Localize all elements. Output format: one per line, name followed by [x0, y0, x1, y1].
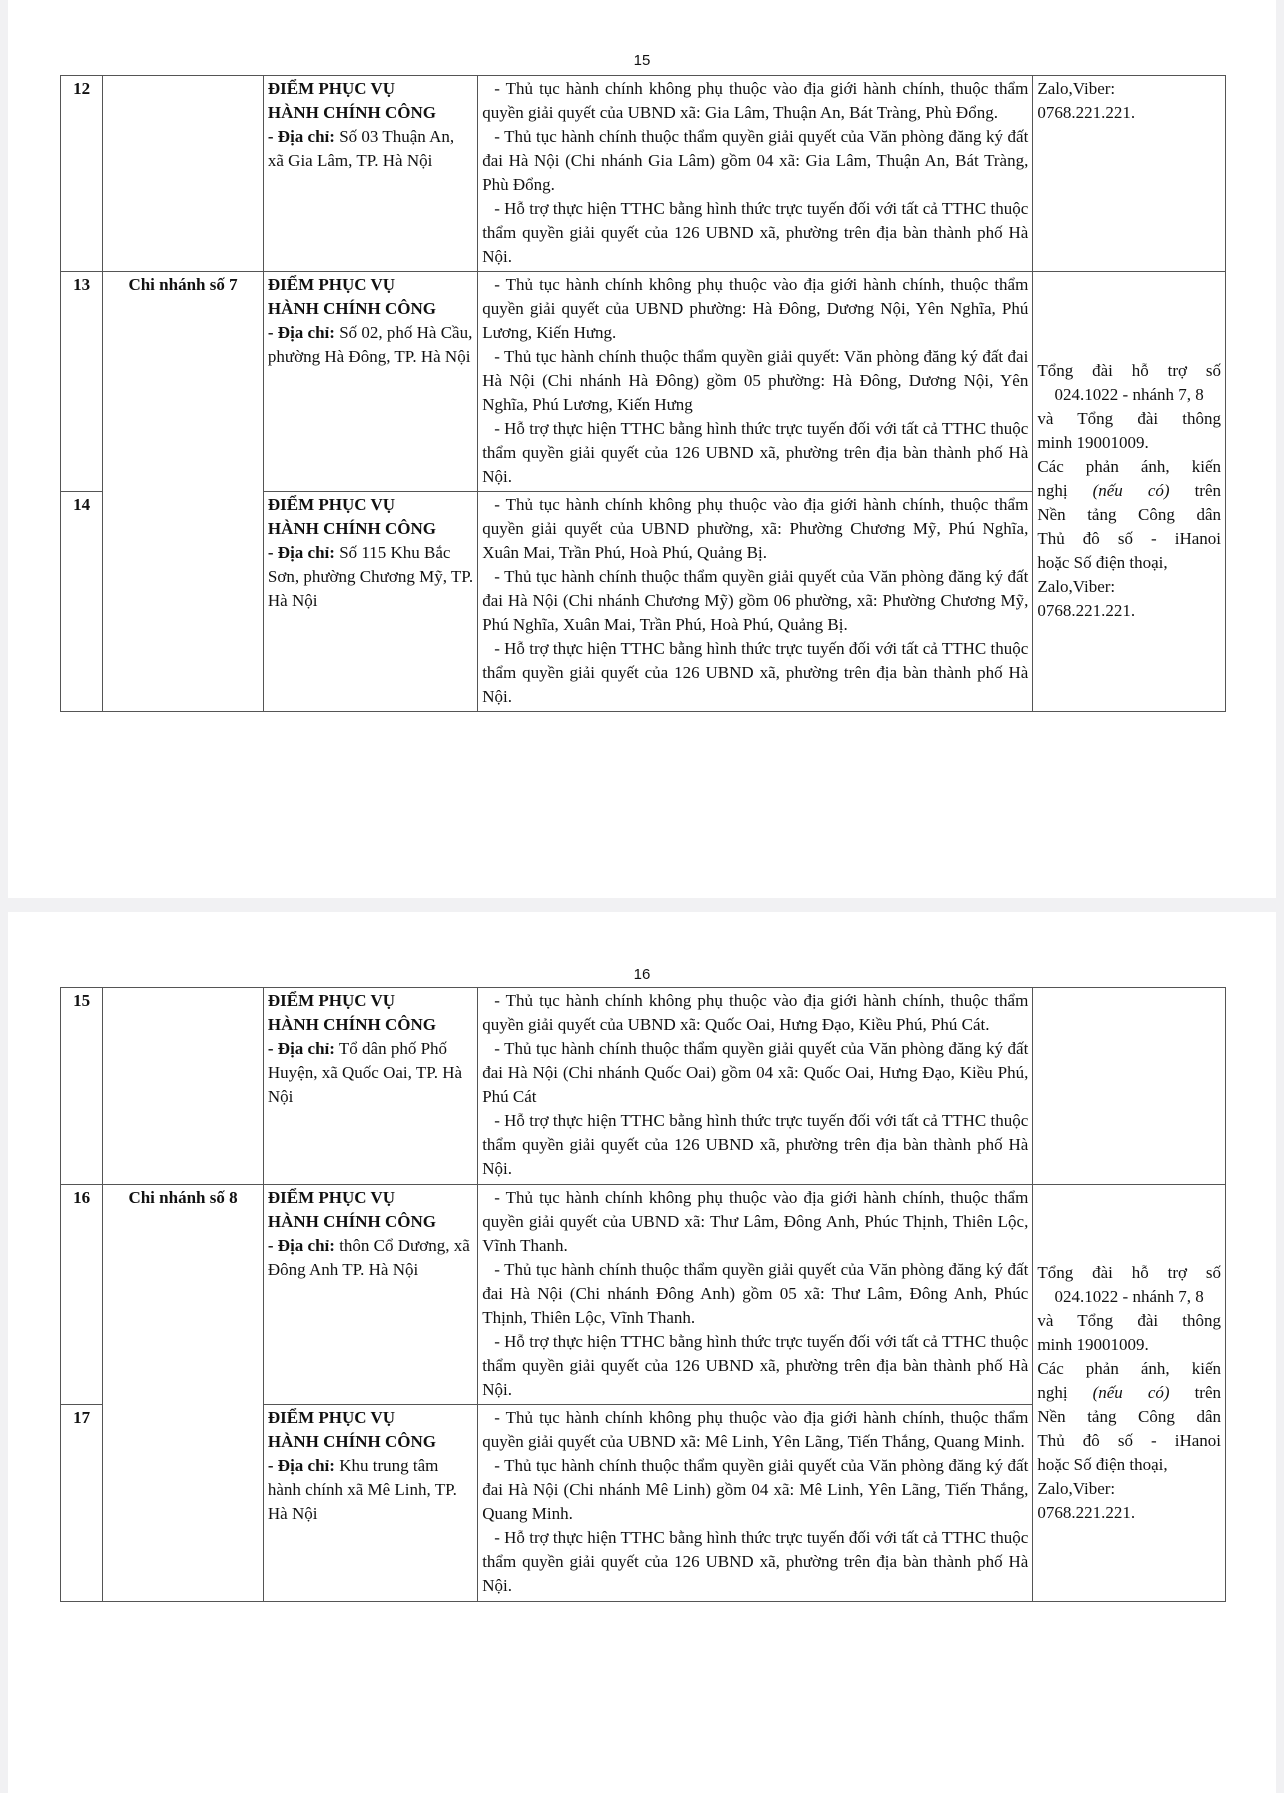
description-paragraph: - Thủ tục hành chính không phụ thuộc vào địa giới hành chính, thuộc thẩm quyền giải quyết của UBND xã: Thư Lâm, Đông Anh, Phúc Thịnh, Thiên Lộc, Vĩnh Thanh. [482, 1188, 1029, 1255]
contact-line: minh 19001009. [1037, 433, 1149, 452]
address-label: - Địa chỉ: [267, 323, 335, 342]
address-text: Tổ dân phố Phố Huyện, xã Quốc Oai, TP. Hà Nội [267, 1039, 463, 1106]
description-paragraph: - Hỗ trợ thực hiện TTHC bằng hình thức trực tuyến đối với tất cả TTHC thuộc thẩm quyền giải quyết của 126 UBND xã, phường trên địa bàn thành phố Hà Nội. [482, 1111, 1029, 1178]
table-row [61, 1185, 1226, 1405]
contact-word: trên [1194, 481, 1222, 500]
branch-cell [103, 76, 264, 272]
description-paragraph: - Hỗ trợ thực hiện TTHC bằng hình thức trực tuyến đối với tất cả TTHC thuộc thẩm quyền giải quyết của 126 UBND xã, phường trên địa bàn thành phố Hà Nội. [482, 419, 1029, 486]
table-row [61, 272, 1226, 492]
contact-line: hoặc Số điện thoại, [1037, 1454, 1168, 1474]
procedure-description [478, 1405, 1033, 1602]
contact-word: nghị [1037, 481, 1068, 500]
description-paragraph: - Thủ tục hành chính không phụ thuộc vào địa giới hành chính, thuộc thẩm quyền giải quyết của UBND phường, xã: Phường Chương Mỹ, Phú Nghĩa, Xuân Mai, Trần Phú, Hoà Phú, Quảng Bị. [482, 495, 1029, 562]
address-label: - Địa chỉ: [267, 127, 335, 146]
place-title: ĐIỂM PHỤC VỤ [267, 275, 396, 294]
service-point-cell [263, 272, 477, 492]
contact-word: trên [1194, 1382, 1222, 1402]
procedure-description [478, 76, 1033, 272]
description-paragraph: - Thủ tục hành chính thuộc thẩm quyền giải quyết của Văn phòng đăng ký đất đai Hà Nội (Chi nhánh Đông Anh) gồm 05 xã: Thư Lâm, Đông Anh, Phúc Thịnh, Thiên Lộc, Vĩnh Thanh. [482, 1260, 1029, 1327]
row-number: 14 [61, 492, 103, 712]
place-title: HÀNH CHÍNH CÔNG [267, 1432, 437, 1451]
contact-cell [1033, 1185, 1226, 1602]
description-paragraph: - Thủ tục hành chính thuộc thẩm quyền giải quyết của Văn phòng đăng ký đất đai Hà Nội (Chi nhánh Quốc Oai) gồm 04 xã: Quốc Oai, Hưng Đạo, Kiều Phú, Phú Cát [482, 1039, 1029, 1106]
contact-line: 024.1022 - nhánh 7, 8 [1054, 385, 1204, 404]
contact-line: và Tổng đài thông [1037, 409, 1221, 428]
service-point-cell [263, 1185, 477, 1405]
contact-line: 0768.221.221. [1037, 103, 1136, 122]
procedure-description [478, 492, 1033, 712]
place-title: ĐIỂM PHỤC VỤ [267, 1188, 396, 1207]
service-point-cell [263, 492, 477, 712]
service-point-cell [263, 76, 477, 272]
description-paragraph: - Thủ tục hành chính thuộc thẩm quyền giải quyết: Văn phòng đăng ký đất đai Hà Nội (Chi nhánh Hà Đông) gồm 05 phường: Hà Đông, Dương Nội, Yên Nghĩa, Phú Lương, Kiến Hưng [482, 347, 1029, 414]
contact-line: Các phản ánh, kiến [1037, 1358, 1221, 1378]
address-label: - Địa chỉ: [267, 1039, 335, 1058]
description-paragraph: - Thủ tục hành chính không phụ thuộc vào địa giới hành chính, thuộc thẩm quyền giải quyết của UBND phường: Hà Đông, Dương Nội, Yên Nghĩa, Phú Lương, Kiến Hưng. [482, 275, 1029, 342]
place-title: ĐIỂM PHỤC VỤ [267, 991, 396, 1010]
contact-line: 0768.221.221. [1037, 1502, 1136, 1522]
place-title: HÀNH CHÍNH CÔNG [267, 103, 437, 122]
contact-line [1037, 1381, 1221, 1405]
procedure-description [478, 1185, 1033, 1405]
row-number: 16 [61, 1185, 103, 1405]
address-text: thôn Cổ Dương, xã Đông Anh TP. Hà Nội [267, 1236, 470, 1279]
contact-word: (nếu có) [1092, 1382, 1170, 1402]
address-text: Số 03 Thuận An, xã Gia Lâm, TP. Hà Nội [267, 127, 455, 170]
address-text: Số 115 Khu Bắc Sơn, phường Chương Mỹ, TP. Hà Nội [267, 543, 474, 610]
address-label: - Địa chỉ: [267, 543, 335, 562]
branch-cell: Chi nhánh số 8 [103, 1185, 264, 1602]
contact-line: Zalo,Viber: [1037, 79, 1116, 98]
place-title: ĐIỂM PHỤC VỤ [267, 495, 396, 514]
description-paragraph: - Thủ tục hành chính không phụ thuộc vào địa giới hành chính, thuộc thẩm quyền giải quyết của UBND xã: Mê Linh, Yên Lãng, Tiến Thắng, Quang Minh. [482, 1408, 1029, 1451]
place-title: HÀNH CHÍNH CÔNG [267, 1212, 437, 1231]
description-paragraph: - Thủ tục hành chính thuộc thẩm quyền giải quyết của Văn phòng đăng ký đất đai Hà Nội (Chi nhánh Mê Linh) gồm 04 xã: Mê Linh, Yên Lãng, Tiến Thắng, Quang Minh. [482, 1456, 1029, 1523]
contact-cell [1033, 988, 1226, 1185]
contact-line: Tổng đài hỗ trợ số [1037, 361, 1221, 380]
address-label: - Địa chỉ: [267, 1236, 335, 1255]
contact-line: Nền tảng Công dân [1037, 505, 1221, 524]
procedure-description [478, 272, 1033, 492]
address-label: - Địa chỉ: [267, 1456, 335, 1475]
branch-cell: Chi nhánh số 7 [103, 272, 264, 712]
row-number: 17 [61, 1405, 103, 1602]
row-number: 12 [61, 76, 103, 272]
contact-line [1037, 479, 1221, 503]
description-paragraph: - Thủ tục hành chính thuộc thẩm quyền giải quyết của Văn phòng đăng ký đất đai Hà Nội (Chi nhánh Gia Lâm) gồm 04 xã: Gia Lâm, Thuận An, Bát Tràng, Phù Đổng. [482, 127, 1029, 194]
place-title: HÀNH CHÍNH CÔNG [267, 519, 437, 538]
document-page-16 [8, 912, 1276, 1793]
contact-cell [1033, 272, 1226, 712]
row-number: 13 [61, 272, 103, 492]
table-row [61, 76, 1226, 272]
service-point-cell [263, 988, 477, 1185]
contact-line: Thủ đô số - iHanoi [1037, 1430, 1221, 1450]
service-points-table [60, 75, 1226, 712]
procedure-description [478, 988, 1033, 1185]
contact-line: minh 19001009. [1037, 1334, 1149, 1354]
contact-cell [1033, 76, 1226, 272]
description-paragraph: - Hỗ trợ thực hiện TTHC bằng hình thức trực tuyến đối với tất cả TTHC thuộc thẩm quyền giải quyết của 126 UBND xã, phường trên địa bàn thành phố Hà Nội. [482, 1332, 1029, 1399]
place-title: ĐIỂM PHỤC VỤ [267, 79, 396, 98]
page-number: 16 [633, 966, 651, 983]
place-title: HÀNH CHÍNH CÔNG [267, 1015, 437, 1034]
contact-line: Các phản ánh, kiến [1037, 457, 1221, 476]
address-text: Khu trung tâm hành chính xã Mê Linh, TP. Hà Nội [267, 1456, 457, 1523]
description-paragraph: - Hỗ trợ thực hiện TTHC bằng hình thức trực tuyến đối với tất cả TTHC thuộc thẩm quyền giải quyết của 126 UBND xã, phường trên địa bàn thành phố Hà Nội. [482, 639, 1029, 706]
place-title: HÀNH CHÍNH CÔNG [267, 299, 437, 318]
contact-word: nghị [1037, 1382, 1068, 1402]
contact-line: và Tổng đài thông [1037, 1310, 1221, 1330]
contact-line: Nền tảng Công dân [1037, 1406, 1221, 1426]
description-paragraph: - Thủ tục hành chính thuộc thẩm quyền giải quyết của Văn phòng đăng ký đất đai Hà Nội (Chi nhánh Chương Mỹ) gồm 06 phường, xã: Phường Chương Mỹ, Phú Nghĩa, Xuân Mai, Trần Phú, Hoà Phú, Quảng Bị. [482, 567, 1029, 634]
contact-line: Thủ đô số - iHanoi [1037, 529, 1221, 548]
contact-line: hoặc Số điện thoại, [1037, 553, 1168, 572]
description-paragraph: - Thủ tục hành chính không phụ thuộc vào địa giới hành chính, thuộc thẩm quyền giải quyết của UBND xã: Quốc Oai, Hưng Đạo, Kiều Phú, Phú Cát. [482, 991, 1029, 1034]
contact-line: Zalo,Viber: [1037, 577, 1116, 596]
description-paragraph: - Hỗ trợ thực hiện TTHC bằng hình thức trực tuyến đối với tất cả TTHC thuộc thẩm quyền giải quyết của 126 UBND xã, phường trên địa bàn thành phố Hà Nội. [482, 199, 1029, 266]
branch-cell [103, 988, 264, 1185]
description-paragraph: - Hỗ trợ thực hiện TTHC bằng hình thức trực tuyến đối với tất cả TTHC thuộc thẩm quyền giải quyết của 126 UBND xã, phường trên địa bàn thành phố Hà Nội. [482, 1528, 1029, 1595]
service-points-table [60, 987, 1226, 1602]
contact-line: Zalo,Viber: [1037, 1478, 1116, 1498]
service-point-cell [263, 1405, 477, 1602]
contact-line: 024.1022 - nhánh 7, 8 [1054, 1286, 1204, 1306]
description-paragraph: - Thủ tục hành chính không phụ thuộc vào địa giới hành chính, thuộc thẩm quyền giải quyết của UBND xã: Gia Lâm, Thuận An, Bát Tràng, Phù Đổng. [482, 79, 1029, 122]
contact-line: 0768.221.221. [1037, 601, 1136, 620]
contact-line: Tổng đài hỗ trợ số [1037, 1262, 1221, 1282]
contact-word: (nếu có) [1092, 481, 1170, 500]
row-number: 15 [61, 988, 103, 1185]
place-title: ĐIỂM PHỤC VỤ [267, 1408, 396, 1427]
table-row [61, 988, 1226, 1185]
address-text: Số 02, phố Hà Cầu, phường Hà Đông, TP. Hà Nội [267, 323, 473, 366]
document-page-15 [8, 0, 1276, 898]
page-number: 15 [633, 52, 651, 69]
